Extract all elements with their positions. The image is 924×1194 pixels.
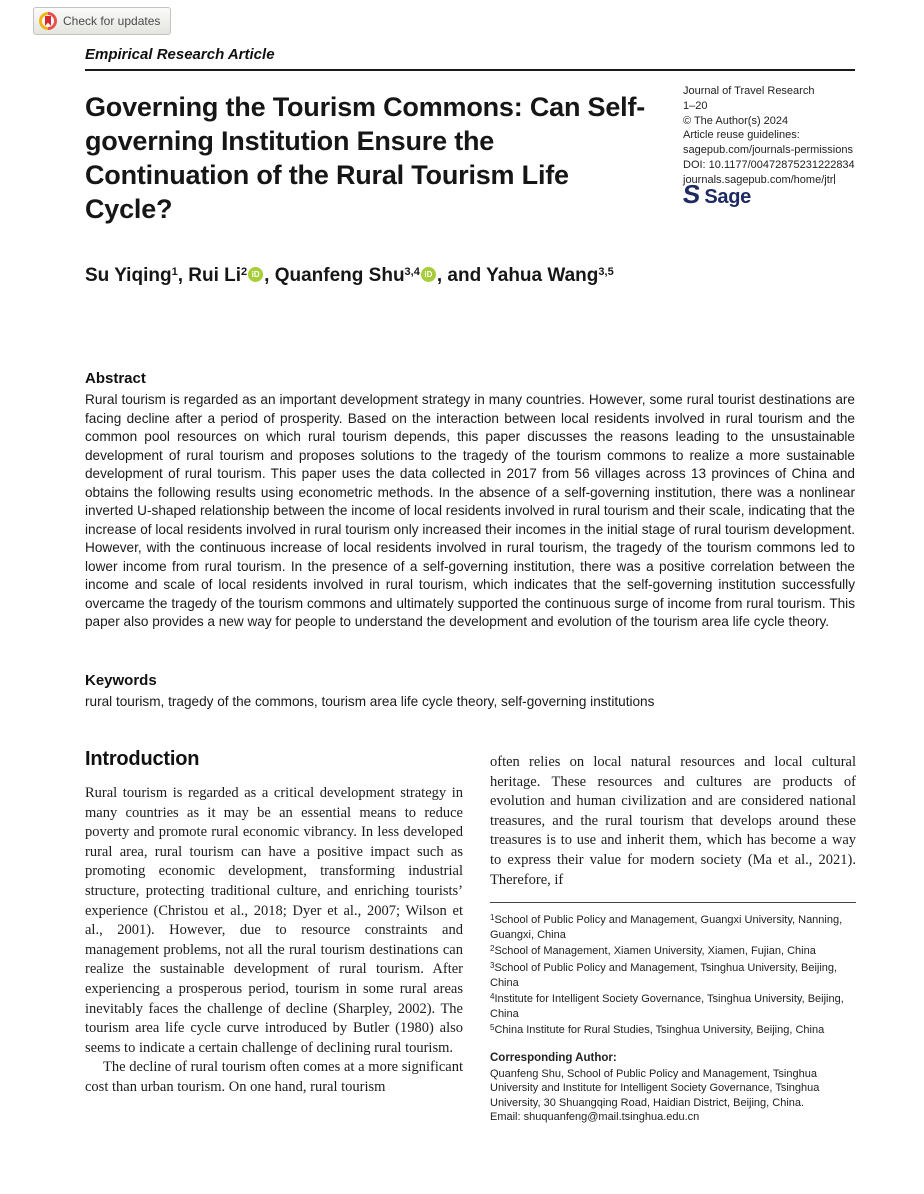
introduction-paragraph: Rural tourism is regarded as a critical development strategy in many countries as it may be an essential means to reduce poverty and promote rural economic vibrancy. In less developed rural area, rural tourism can have a positive impact such as promoting economic development, transforming industrial structure, protecting traditional culture, and enriching tourists’ experience (Christou et al., 2018; Dyer et al., 2007; Wilson et al., 2001). However, due to resource constraints and management problems, not all the rural tourism destinations can realize the sustainable development of rural tourism. After experiencing a prosperous period, tourism in some rural areas inevitably faces the challenge of decline (Sharpley, 2002). The tourism area life cycle curve introduced by Butler (1980) also seems to indicate a certain challenge of declining rural tourism. [85,785,463,1056]
abstract-text: Rural tourism is regarded as an important development strategy in many countries. However, some rural tourist destinations are facing decline after a period of prosperity. Based on the interaction between local residents involved in rural tourism and the common pool resources on which rural tourism depends, this paper discusses the reasons leading to the unsustainable development of rural tourism and proposes solutions to the tragedy of the tourism commons to realize a more sustainable development of rural tourism. This paper uses the data collected in 2017 from 56 villages across 13 provinces of China and obtains the following results using econometric methods. In the absence of a self-governing institution, there was a nonlinear inverted U-shaped relationship between the income of local residents involved in rural tourism and their scale, indicating that the increase of local residents involved in rural tourism only increased their incomes in the initial stage of rural tourism development. However, with the continuous increase of local residents involved in rural tourism, the tragedy of the tourism commons led to lower income from rural tourism. In the presence of a self-governing institution, there was a positive correlation between the income and scale of local residents involved in rural tourism, which indicates that the self-governing institution successfully overcame the tragedy of the tourism commons and ultimately supported the continuous surge of income from rural tourism. This paper also provides a new way for people to understand the development and evolution of the tourism area life cycle theory. [85,392,855,629]
introduction-paragraph: The decline of rural tourism often comes at a more significant cost than urban tourism. On one hand, rural tourism [85,1059,463,1095]
affiliation-footnote: $^1$School of Public Policy and Management, Guangxi University, Nanning, Guangxi, China [490,913,843,941]
introduction-paragraph-continued: often relies on local natural resources and local cultural heritage. These resources and cultures are products of evolution and human civilization and are considered national treasures, and the rural tourism that develops around these treasures is to use and inherit them, which has become a way to express their value for modern society (Ma et al., 2021). Therefore, if [490,754,856,888]
doi-line: DOI: 10.1177/00472875231222834 [683,158,855,171]
journal-name: Journal of Travel Research [683,85,815,97]
corresponding-author-heading: Corresponding Author: [490,1051,617,1064]
orcid-icon[interactable]: iD [421,267,436,282]
footnote-divider [490,902,856,903]
sage-logo-wordmark: Sage [704,186,751,208]
right-column [490,753,856,1125]
masthead-rule [85,69,855,71]
page-range: 1–20 [683,99,708,112]
affiliation-footnote: $^2$School of Management, Xiamen University, Xiamen, Fujian, China [490,944,816,958]
article-type-label: Empirical Research Article [85,46,275,63]
author-name: Rui Li [188,265,242,286]
permissions-link: sagepub.com/journals-permissions [683,144,853,157]
abstract-section [85,370,855,632]
author-byline: Su Yiqing$^1$, Rui Li$^2$ iD , Quanfeng Shu$^{3,4}$ iD , and Yahua Wang$^{3,5}$ [85,265,614,286]
author-name: Yahua Wang [486,265,599,286]
keywords-heading: Keywords [85,672,157,689]
corresponding-author-email: Email: shuquanfeng@mail.tsinghua.edu.cn [490,1111,700,1124]
copyright-line: © The Author(s) 2024 [683,114,789,127]
corresponding-author-block [490,1051,856,1125]
article-title: Governing the Tourism Commons: Can Self-governing Institution Ensure the Continuation of the Rural Tourism Life Cycle? [85,92,646,224]
keywords-section [85,672,855,711]
journal-homepage-link: journals.sagepub.com/home/jtr [683,173,834,186]
author-name: Su Yiqing [85,265,172,286]
keywords-text: rural tourism, tragedy of the commons, tourism area life cycle theory, self-governing institutions [85,694,655,709]
sage-logo [681,179,751,209]
text-caret [834,174,835,184]
affiliation-footnote: $^5$China Institute for Rural Studies, Tsinghua University, Beijing, China [490,1023,825,1037]
crossmark-icon [39,12,57,30]
reuse-guidelines-label: Article reuse guidelines: [683,129,800,142]
corresponding-author-address: Quanfeng Shu, School of Public Policy and Management, Tsinghua University and Institute for Intelligent Society Governance, Tsinghua University, 30 Shuangqing Road, Haidian District, Beijing, China. [490,1067,820,1109]
abstract-heading: Abstract [85,370,146,387]
affiliation-footnotes [490,911,856,1038]
author-affiliation-sup: 1 [171,266,178,278]
affiliation-footnote: $^3$School of Public Policy and Management, Tsinghua University, Beijing, China [490,960,838,989]
author-name: Quanfeng Shu [274,265,405,286]
left-column [85,784,463,1098]
orcid-icon[interactable]: iD [248,267,263,282]
author-affiliation-sup: 3,4 [404,266,420,278]
check-for-updates-label: Check for updates [63,14,161,28]
author-affiliation-sup: 2 [241,266,248,278]
author-affiliation-sup: 3,5 [598,266,614,278]
journal-metadata [683,84,878,188]
introduction-heading: Introduction [85,748,200,770]
sage-logo-s-glyph: S [681,179,702,209]
check-for-updates-button[interactable] [33,7,171,35]
affiliation-footnote: $^4$Institute for Intelligent Society Governance, Tsinghua University, Beijing, China [490,992,844,1020]
